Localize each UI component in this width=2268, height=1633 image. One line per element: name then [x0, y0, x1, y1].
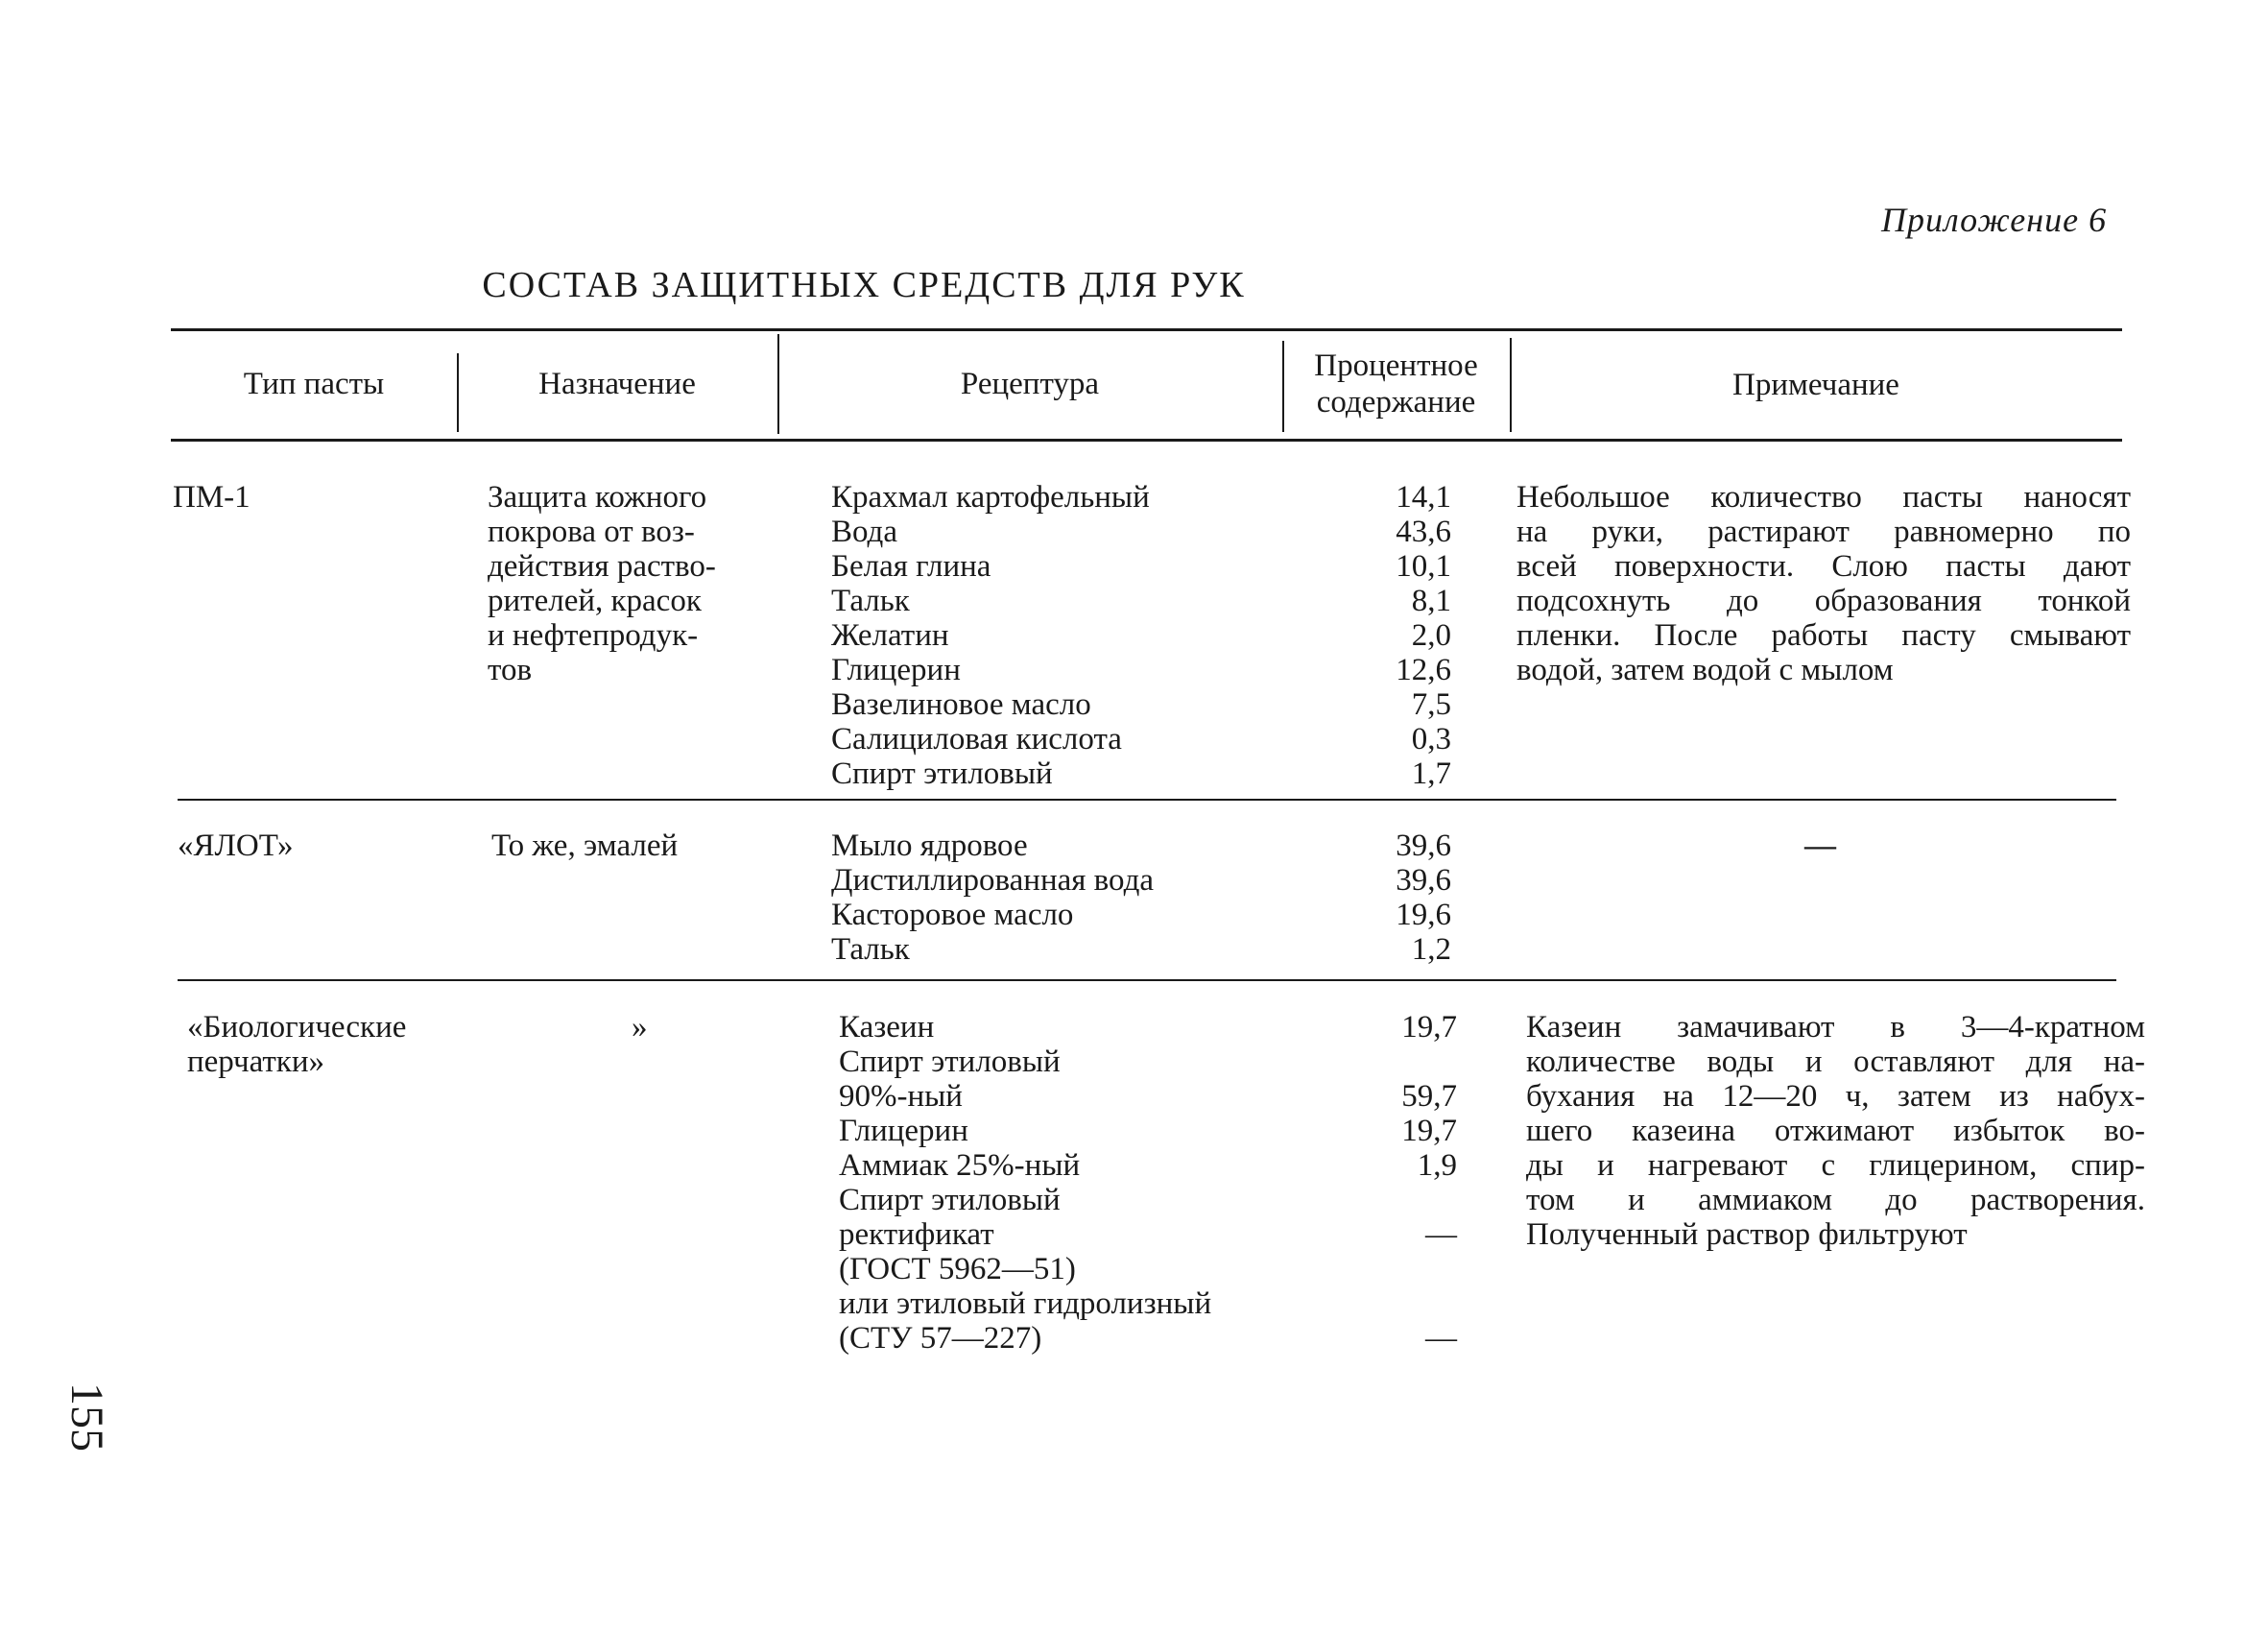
recipe-line: Салициловая кислота — [831, 722, 1122, 756]
recipe-line: Спирт этиловый — [839, 1045, 1061, 1079]
header-bottom-rule — [171, 439, 2122, 442]
header-note: Примечание — [1732, 368, 1899, 402]
page-number: 155 — [61, 1382, 112, 1452]
note-line: пленки. После работы пасту смывают — [1516, 618, 2131, 653]
recipe-line: Белая глина — [831, 549, 991, 584]
row-separator — [178, 979, 2116, 981]
appendix-label: Приложение 6 — [1881, 201, 2108, 239]
percent-value — [1325, 1252, 1457, 1286]
row-bio-note — [1526, 1010, 2145, 1252]
recipe-line: Крахмал картофельный — [831, 480, 1150, 515]
percent-value — [1325, 1286, 1457, 1321]
recipe-line: Мыло ядровое — [831, 829, 1028, 863]
note-line: бухания на 12—20 ч, затем из набух- — [1526, 1079, 2145, 1114]
purpose-line: покрова от воз- — [488, 515, 695, 549]
note-line: том и аммиаком до растворения. — [1526, 1183, 2145, 1217]
percent-value: 1,7 — [1411, 756, 1451, 791]
purpose-line: Защита кожного — [488, 480, 707, 515]
header-percent-line1: Процентное — [1314, 348, 1478, 383]
note-line: — — [1804, 829, 1836, 863]
percent-value: — — [1425, 1321, 1457, 1356]
percent-value: 0,3 — [1411, 722, 1451, 756]
percent-value: 59,7 — [1401, 1079, 1457, 1114]
recipe-line: Глицерин — [839, 1114, 968, 1148]
recipe-line: Касторовое масло — [831, 898, 1074, 932]
purpose-line: То же, эмалей — [491, 829, 679, 863]
table-title: СОСТАВ ЗАЩИТНЫХ СРЕДСТВ ДЛЯ РУК — [482, 265, 1246, 305]
row-separator — [178, 799, 2116, 801]
recipe-line: (ГОСТ 5962—51) — [839, 1252, 1076, 1286]
recipe-line: Желатин — [831, 618, 949, 653]
note-line: всей поверхности. Слою пасты дают — [1516, 549, 2131, 584]
recipe-line: Аммиак 25%-ный — [839, 1148, 1081, 1183]
recipe-line: 90%-ный — [839, 1079, 963, 1114]
percent-value: 39,6 — [1396, 829, 1451, 863]
note-line: водой, затем водой с мылом — [1516, 653, 1894, 687]
percent-value: 12,6 — [1396, 653, 1451, 687]
recipe-line: Спирт этиловый — [839, 1183, 1061, 1217]
row-yalot-purpose — [491, 829, 678, 863]
note-line: количестве воды и оставляют для на- — [1526, 1045, 2145, 1079]
type-line: «Биологические — [187, 1010, 407, 1045]
row-pm1-percent — [1325, 480, 1451, 791]
header-type: Тип пасты — [243, 367, 385, 401]
percent-value — [1325, 1045, 1457, 1079]
recipe-line: Дистиллированная вода — [831, 863, 1155, 898]
percent-value: 19,7 — [1401, 1010, 1457, 1045]
note-line: шего казеина отжимают избыток во- — [1526, 1114, 2145, 1148]
row-pm1-recipe — [831, 480, 1150, 791]
recipe-line: Казеин — [839, 1010, 935, 1045]
recipe-line: Глицерин — [831, 653, 961, 687]
recipe-line: Вода — [831, 515, 897, 549]
recipe-line: Тальк — [831, 584, 910, 618]
percent-value — [1325, 1183, 1457, 1217]
percent-value: 43,6 — [1396, 515, 1451, 549]
percent-value: 19,7 — [1401, 1114, 1457, 1148]
recipe-line: Вазелиновое масло — [831, 687, 1091, 722]
row-pm1-purpose — [488, 480, 716, 687]
recipe-line: Спирт этиловый — [831, 756, 1053, 791]
top-rule — [171, 328, 2122, 331]
header-percent — [1282, 348, 1510, 420]
recipe-line: ректификат — [839, 1217, 994, 1252]
percent-value: 1,9 — [1417, 1148, 1457, 1183]
row-bio-recipe — [839, 1010, 1211, 1356]
note-line: на руки, растирают равномерно по — [1516, 515, 2131, 549]
note-line: ды и нагревают с глицерином, спир- — [1526, 1148, 2145, 1183]
purpose-line: действия раство- — [488, 549, 716, 584]
note-line: Полученный раствор фильтруют — [1526, 1217, 1968, 1252]
note-line: Небольшое количество пасты наносят — [1516, 480, 2131, 515]
header-purpose: Назначение — [538, 367, 696, 401]
type-line: перчатки» — [187, 1045, 324, 1079]
note-line: Казеин замачивают в 3—4-кратном — [1526, 1010, 2145, 1045]
type-line: ПМ-1 — [173, 480, 251, 515]
note-line: подсохнуть до образования тонкой — [1516, 584, 2131, 618]
percent-value: 1,2 — [1411, 932, 1451, 967]
row-pm1-note — [1516, 480, 2131, 687]
purpose-line: тов — [488, 653, 533, 687]
percent-value: 7,5 — [1411, 687, 1451, 722]
row-yalot-type — [178, 829, 294, 863]
row-bio-purpose — [632, 1010, 648, 1045]
purpose-line: и нефтепродук- — [488, 618, 699, 653]
percent-value: 8,1 — [1411, 584, 1451, 618]
purpose-line: » — [632, 1010, 648, 1045]
percent-value: — — [1425, 1217, 1457, 1252]
type-line: «ЯЛОТ» — [178, 829, 294, 863]
purpose-line: рителей, красок — [488, 584, 702, 618]
percent-value: 10,1 — [1396, 549, 1451, 584]
row-yalot-recipe — [831, 829, 1154, 967]
recipe-line: (СТУ 57—227) — [839, 1321, 1042, 1356]
percent-value: 2,0 — [1411, 618, 1451, 653]
row-bio-percent — [1325, 1010, 1457, 1356]
header-percent-line2: содержание — [1316, 385, 1476, 420]
recipe-line: или этиловый гидролизный — [839, 1286, 1212, 1321]
percent-value: 39,6 — [1396, 863, 1451, 898]
row-yalot-note — [1804, 829, 1836, 863]
header-recipe: Рецептура — [960, 367, 1100, 401]
percent-value: 19,6 — [1396, 898, 1451, 932]
row-bio-type — [187, 1010, 406, 1079]
recipe-line: Тальк — [831, 932, 910, 967]
row-pm1-type — [173, 480, 251, 515]
row-yalot-percent — [1325, 829, 1451, 967]
percent-value: 14,1 — [1396, 480, 1451, 515]
